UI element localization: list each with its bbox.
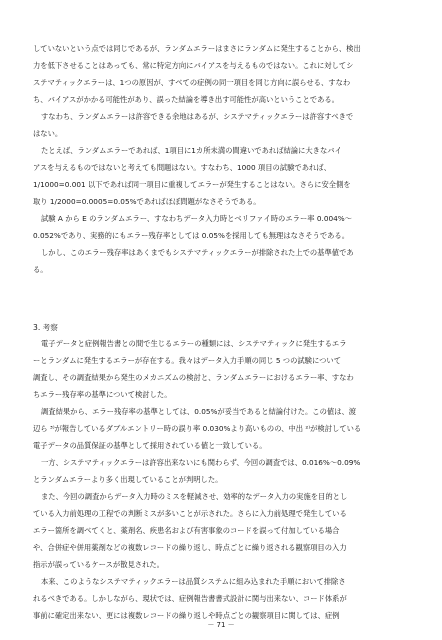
page-number: － 71 － — [207, 621, 235, 629]
text-line: 調査結果から、エラー残存率の基準としては、0.05%が妥当であると結論付けた。この値は、渡 — [41, 407, 357, 416]
text-line: 一方、システマティックエラーは許容出来ないにも関わらず、今回の調査では、0.016%～0.09% — [41, 458, 361, 467]
text-line: アスを与えるものではないと考えても問題はない。すなわち、1000 項目の試験であれば、 — [33, 163, 331, 172]
body-text-top-cont — [33, 180, 411, 290]
text-line: 本来、このようなシステマティックエラーは品質システムに組み込まれた手順において排除さ — [41, 577, 346, 586]
text-line: たとえば、ランダムエラーであれば、1項目に1カ所未満の間違いであれば結論に大きなバイ — [41, 146, 342, 155]
text-line: ている入力前処理の工程での判断ミスが多いことが示された。さらに入力前処理で発生している — [33, 509, 347, 518]
text-line: 試験 A から E のランダムエラー、すなわちデータ入力時とベリファイ時のエラー率 0.004%～ — [41, 214, 352, 223]
text-line: 1/1000=0.001 以下であれば同一項目に重複してエラーが発生することはない。さらに安全側を — [33, 180, 351, 189]
text-line: また、今回の調査からデータ入力時のミスを軽減させ、効率的なデータ入力の実施を目的とし — [41, 492, 348, 501]
text-line: 電子データと症例報告書との間で生じるエラーの種類には、システマティックに発生するエラ — [41, 339, 347, 348]
text-line: はない。 — [33, 129, 63, 138]
text-line: れるべきである。しかしながら、現状では、症例報告書書式設計に関与出来ない、コード体系が — [33, 594, 347, 603]
text-line: とランダムエラーより多く出現していることが判明した。 — [33, 475, 223, 484]
text-line: ち、バイアスがかかる可能性があり、誤った結論を導き出す可能性が高いということである。 — [33, 95, 339, 104]
text-line: 取り 1/2000=0.0005=0.05%であればほぼ問題がなさそうである。 — [33, 197, 261, 206]
text-line: ーとランダムに発生するエラーが存在する。我々はデータ入力手順の同じ 5 つの試験について — [33, 356, 342, 365]
text-line: る。 — [33, 265, 48, 274]
text-line: エラー箇所を調べてくと、薬剤名、疾患名および有害事象のコードを誤って付加している場合 — [33, 526, 340, 535]
text-line: 指示が誤っているケースが散見された。 — [33, 560, 164, 569]
text-line: すなわち、ランダムエラーは許容できる余地はあるが、システマティックエラーは許容すべきで — [41, 112, 354, 121]
body-text-bottom — [33, 339, 411, 619]
text-line: しかし、このエラー残存率はあくまでもシステマティックエラーが排除された上での基準値であ — [41, 248, 354, 257]
text-line: ちエラー残存率の基準について検討した。 — [33, 390, 172, 399]
text-line: 辺ら ³⁾が報告しているダブルエントリー時の誤り率 0.030%より高いものの、中出 ²⁾が検討している — [33, 424, 362, 433]
text-line: 0.052%であり、実務的にもエラー残存率としては 0.05%を採用しても無理はなさそうである。 — [33, 231, 350, 240]
text-line: や、合併症や併用薬剤などの複数レコードの繰り返し、時点ごとに繰り返される観察項目の入力 — [33, 543, 347, 552]
text-line: 力を低下させることはあっても、常に特定方向にバイアスを与えるものではない。これに対してシ — [33, 61, 354, 70]
text-line: 電子データの品質保証の基準として採用されている値と一致している。 — [33, 441, 267, 450]
text-line: 調査し、その調査結果から発生のメカニズムの検討と、ランダムエラーにおけるエラー率、すなわ — [33, 373, 354, 382]
text-line: 事前に確定出来ない、更には複数レコードの繰り返しや時点ごとの観察項目に関しては、症例 — [33, 611, 340, 620]
body-text-top — [33, 44, 411, 184]
section-heading: 3. 考察 — [33, 323, 58, 332]
text-line: ステマティックエラーは、1つの原因が、すべての症例の同一項目を同じ方向に誤らせる、すなわ — [33, 78, 351, 87]
text-line: していないという点では同じであるが、ランダムエラーはまさにランダムに発生することから、検出 — [33, 44, 361, 53]
